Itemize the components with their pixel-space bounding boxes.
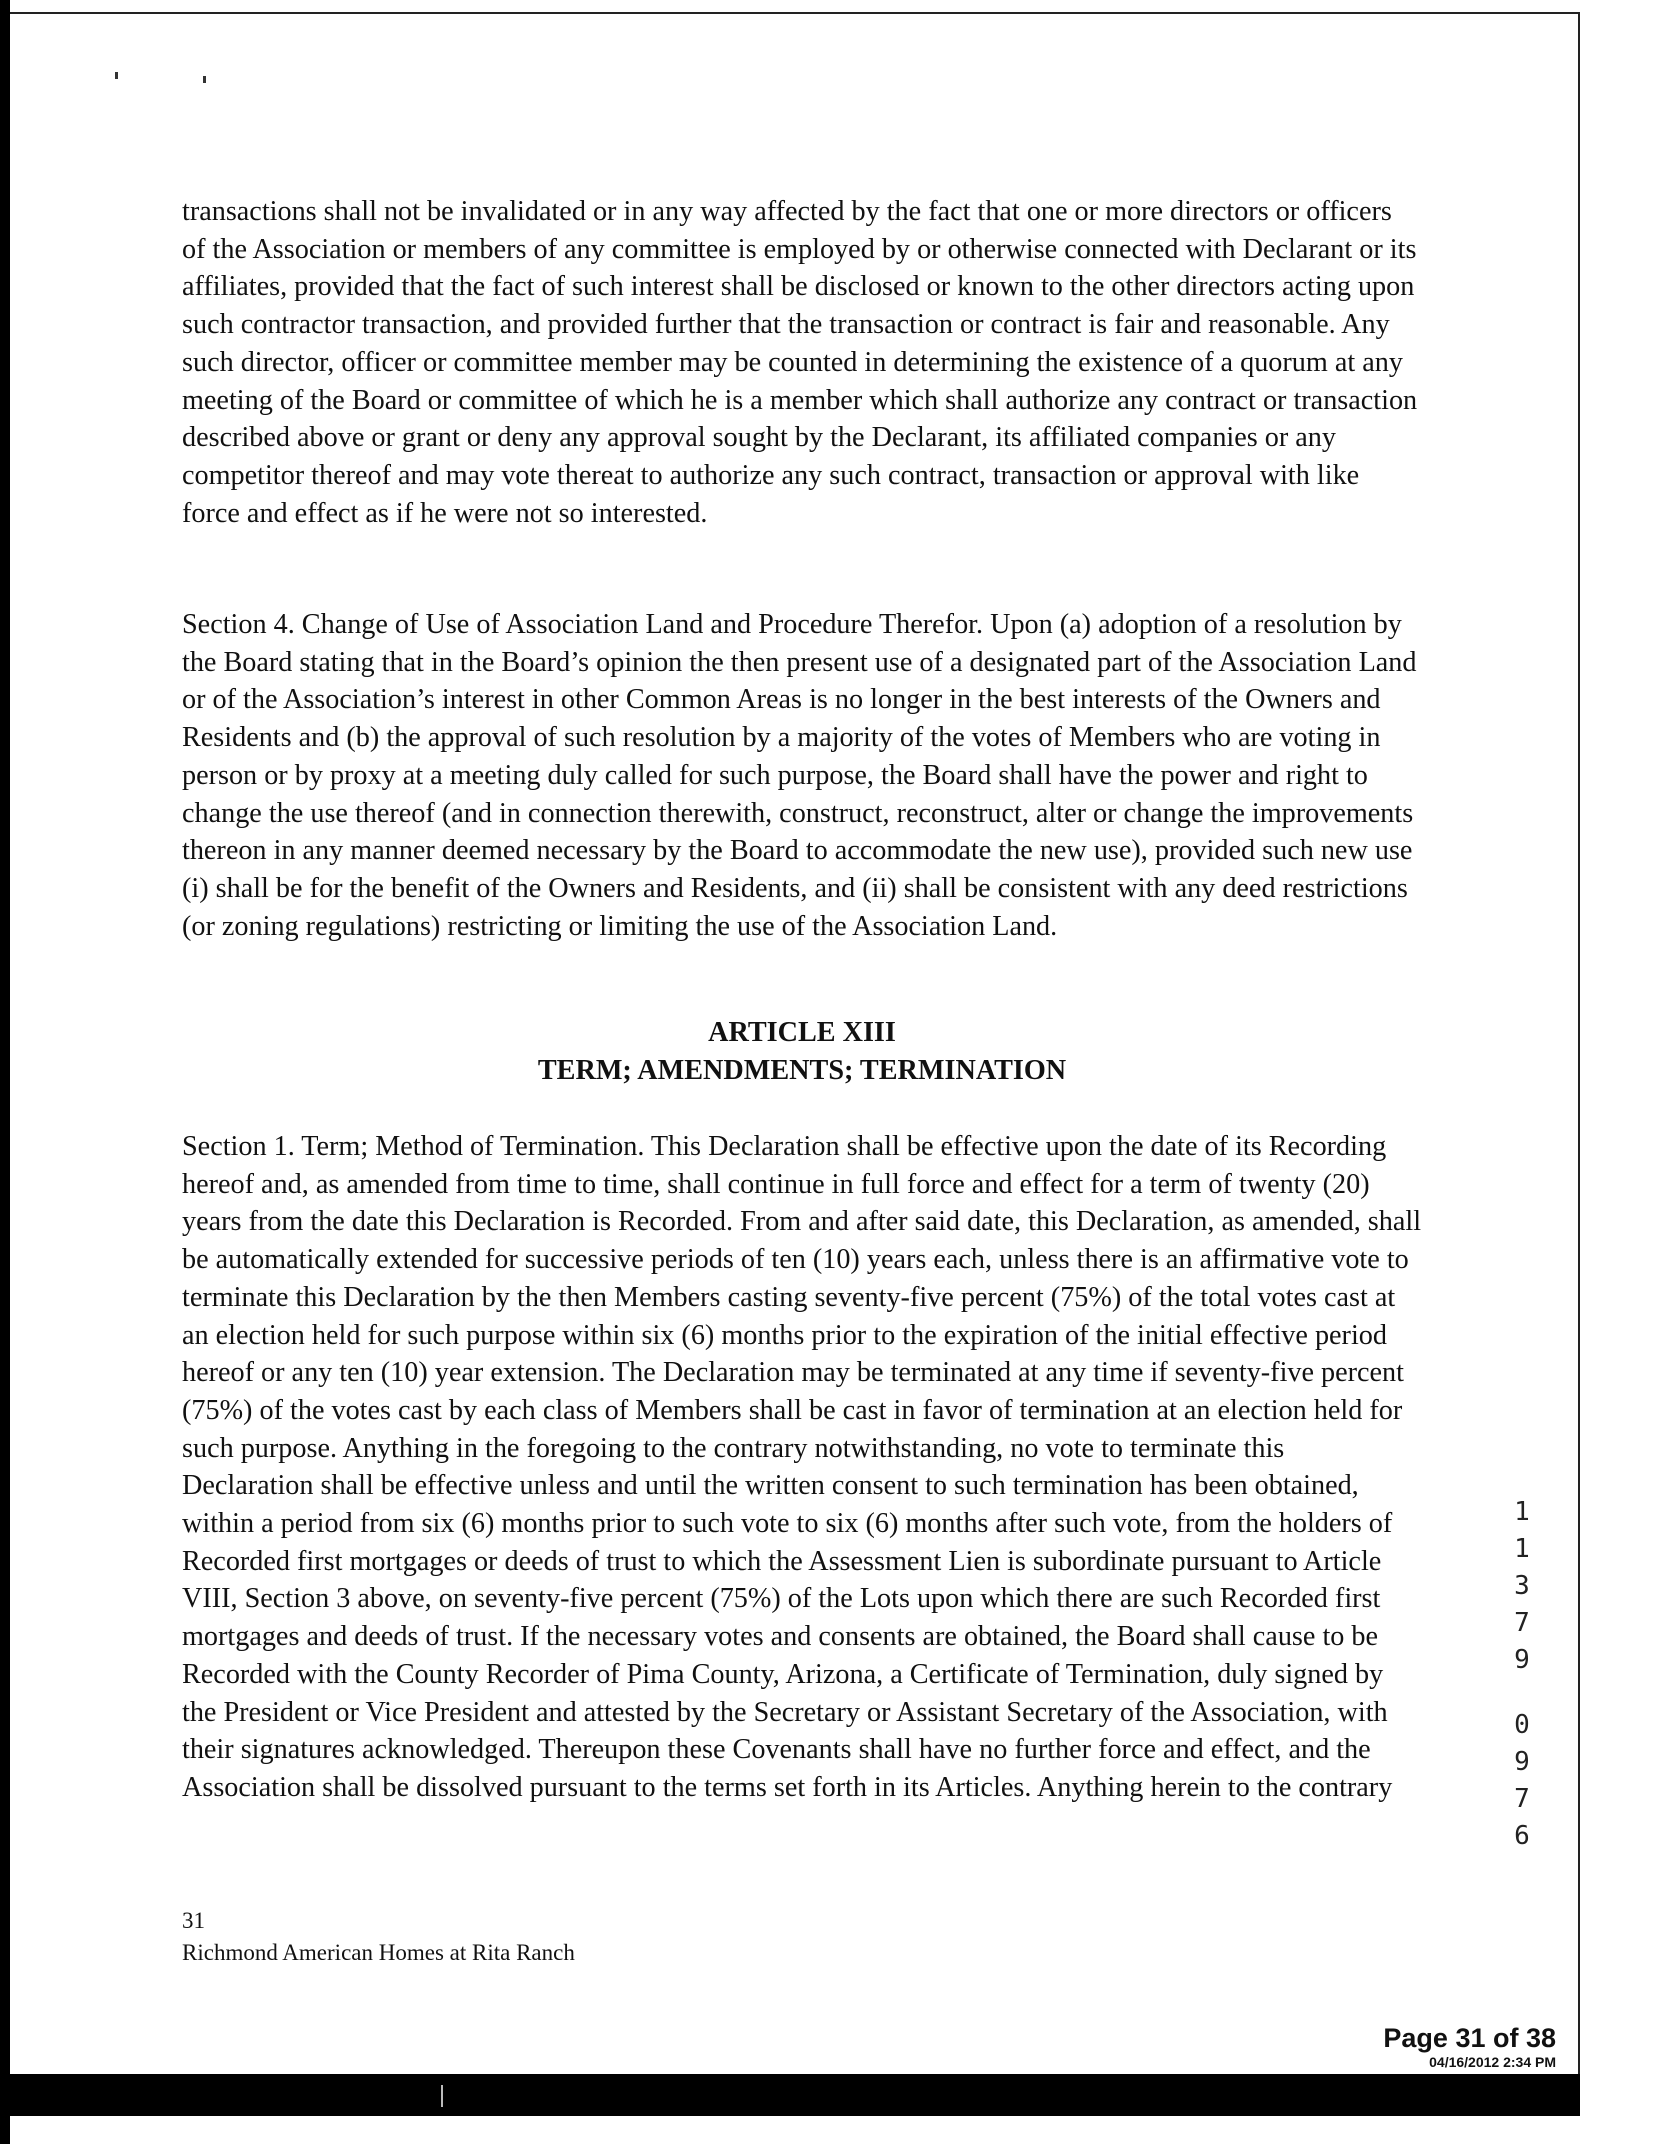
scan-bottom-bar bbox=[0, 2074, 1580, 2116]
scan-border-right bbox=[1578, 12, 1580, 2074]
scan-speck bbox=[115, 72, 118, 79]
stamp-digit: 7 bbox=[1514, 1784, 1530, 1814]
stamp-digit: 7 bbox=[1514, 1608, 1530, 1638]
article-number: ARTICLE XIII bbox=[708, 1017, 896, 1048]
stamp-digit: 9 bbox=[1514, 1645, 1530, 1675]
scan-speck bbox=[203, 76, 206, 83]
section-4-paragraph: Section 4. Change of Use of Association Land and Procedure Therefor. Upon (a) adoption of a resolution by the Board stating that in the Board’s opinion the then present use of a designated part of the Association Land or of the Association’s interest in other Common Areas is no longer in the best interests of the Owners and Residents and (b) the approval of such resolution by a majority of the votes of Members who are voting in person or by proxy at a meeting duly called for such purpose, the Board shall have the power and right to change the use thereof (and in connection therewith, construct, reconstruct, alter or change the improvements thereon in any manner deemed necessary by the Board to accommodate the new use), provided such new use (i) shall be for the benefit of the Owners and Residents, and (ii) shall be consistent with any deed restrictions (or zoning regulations) restricting or limiting the use of the Association Land. bbox=[182, 609, 1417, 942]
page-footer bbox=[182, 1905, 575, 1969]
scan-bar-mark bbox=[441, 2085, 443, 2107]
stamp-digit: 3 bbox=[1514, 1571, 1530, 1601]
section-1-paragraph: Section 1. Term; Method of Termination. This Declaration shall be effective upon the date of its Recording hereof and, as amended from time to time, shall continue in full force and effect for a term of twenty (20) years from the date this Declaration is Recorded. From and after said date, this Declaration, as amended, shall be automatically extended for successive periods of ten (10) years each, unless there is an affirmative vote to terminate this Declaration by the then Members casting seventy-five percent (75%) of the total votes cast at an election held for such purpose within six (6) months prior to the expiration of the initial effective period hereof or any ten (10) year extension. The Declaration may be terminated at any time if seventy-five percent (75%) of the votes cast by each class of Members shall be cast in favor of termination at an election held for such purpose. Anything in the foregoing to the contrary notwithstanding, no vote to terminate this Declaration shall be effective unless and until the written consent to such termination has been obtained, within a period from six (6) months prior to such vote to six (6) months after such vote, from the holders of Recorded first mortgages or deeds of trust to which the Assessment Lien is subordinate pursuant to Article VIII, Section 3 above, on seventy-five percent (75%) of the Lots upon which there are such Recorded first mortgages and deeds of trust. If the necessary votes and consents are obtained, the Board shall cause to be Recorded with the County Recorder of Pima County, Arizona, a Certificate of Termination, duly signed by the President or Vice President and attested by the Secretary or Assistant Secretary of the Association, with their signatures acknowledged. Thereupon these Covenants shall have no further force and effect, and the Association shall be dissolved pursuant to the terms set forth in its Articles. Anything herein to the contrary bbox=[182, 1131, 1422, 1803]
stamp-digit: 1 bbox=[1514, 1534, 1530, 1564]
footer-project-name: Richmond American Homes at Rita Ranch bbox=[182, 1940, 575, 1965]
article-title: TERM; AMENDMENTS; TERMINATION bbox=[537, 1054, 1067, 1086]
stamp-digit: 9 bbox=[1514, 1747, 1530, 1777]
stamp-digit: 1 bbox=[1514, 1497, 1530, 1527]
stamp-digit: 6 bbox=[1514, 1821, 1530, 1851]
print-timestamp: 04/16/2012 2:34 PM bbox=[1429, 2054, 1556, 2070]
scan-border-top bbox=[10, 12, 1580, 14]
scan-border-left bbox=[0, 0, 10, 2144]
footer-page-number: 31 bbox=[182, 1908, 205, 1933]
paragraph-transactions: transactions shall not be invalidated or in any way affected by the fact that one or more directors or officers of the Association or members of any committee is employed by or otherwise connected with Declarant or its affiliates, provided that the fact of such interest shall be disclosed or known to the other directors acting upon such contractor transaction, and provided further that the transaction or contract is fair and reasonable. Any such director, officer or committee member may be counted in determining the existence of a quorum at any meeting of the Board or committee of which he is a member which shall authorize any contract or transaction described above or grant or deny any approval sought by the Declarant, its affiliated companies or any competitor thereof and may vote thereat to authorize any such contract, transaction or approval with like force and effect as if he were not so interested. bbox=[182, 196, 1418, 529]
recording-number-stamp bbox=[1510, 1494, 1534, 1855]
stamp-digit: 0 bbox=[1514, 1710, 1530, 1740]
article-heading bbox=[182, 1014, 1422, 1089]
page-count-label: Page 31 of 38 bbox=[1383, 2023, 1556, 2053]
stamp-gap bbox=[1510, 1679, 1534, 1707]
